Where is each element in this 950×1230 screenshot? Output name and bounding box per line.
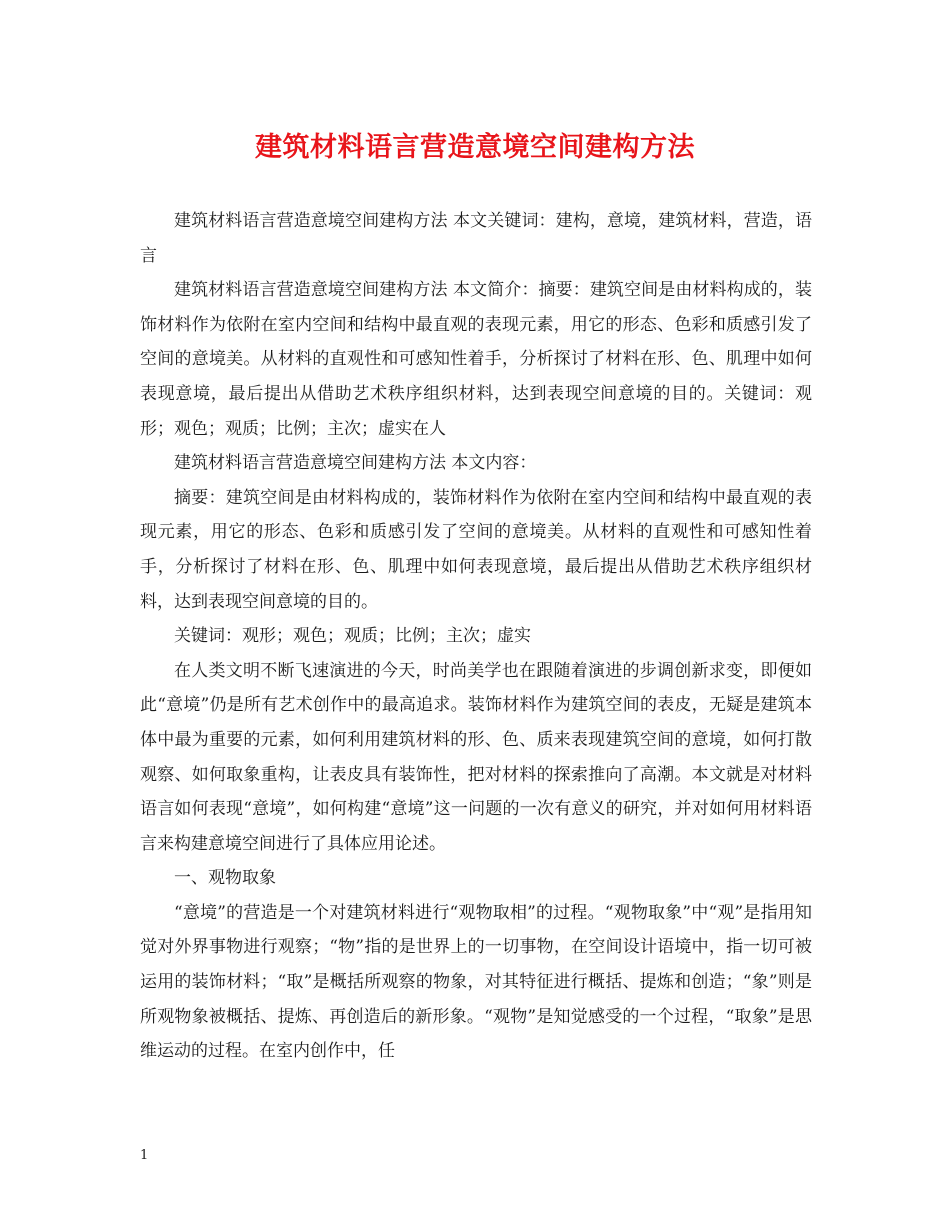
page-number: 1 [140, 1148, 149, 1163]
document-body [140, 204, 812, 1069]
paragraph-content-intro: 建筑材料语言营造意境空间建构方法 本文内容： [174, 453, 537, 474]
paragraph-summary-intro: 建筑材料语言营造意境空间建构方法 本文简介：摘要：建筑空间是由材料构成的，装饰材料作为依附在室内空间和结构中最直观的表现元素，用它的形态、色彩和质感引发了空间的意境美。从材料的直观性和可感知性着手，分析探讨了材料在形、色、肌理中如何表现意境，最后提出从借助艺术秩序组织材料，达到表现空间意境的目的。关键词：观形；观色；观质；比例；主次；虚实在人 [140, 280, 812, 439]
document-title: 建筑材料语言营造意境空间建构方法 [255, 132, 695, 163]
paragraph-keywords-intro: 建筑材料语言营造意境空间建构方法 本文关键词：建构，意境，建筑材料，营造，语言 [140, 211, 812, 266]
paragraph-keywords: 关键词：观形；观色；观质；比例；主次；虚实 [174, 626, 531, 647]
paragraph-introduction: 在人类文明不断飞速演进的今天，时尚美学也在跟随着演进的步调创新求变，即便如此“意境”仍是所有艺术创作中的最高追求。装饰材料作为建筑空间的表皮，无疑是建筑本体中最为重要的元素，如何利用建筑材料的形、色、质来表现建筑空间的意境，如何打散观察、如何取象重构，让表皮具有装饰性，把对材料的探索推向了高潮。本文就是对材料语言如何表现“意境”，如何构建“意境”这一问题的一次有意义的研究，并对如何用材料语言来构建意境空间进行了具体应用论述。 [140, 660, 812, 854]
section-heading: 一、观物取象 [174, 868, 276, 889]
paragraph-abstract: 摘要：建筑空间是由材料构成的，装饰材料作为依附在室内空间和结构中最直观的表现元素，用它的形态、色彩和质感引发了空间的意境美。从材料的直观性和可感知性着手，分析探讨了材料在形、色、肌理中如何表现意境，最后提出从借助艺术秩序组织材料，达到表现空间意境的目的。 [140, 487, 812, 612]
paragraph-section-body: “意境”的营造是一个对建筑材料进行“观物取相”的过程。“观物取象”中“观”是指用知觉对外界事物进行观察；“物”指的是世界上的一切事物，在空间设计语境中，指一切可被运用的装饰材料；“取”是概括所观察的物象，对其特征进行概括、提炼和创造；“象”则是所观物象被概括、提炼、再创造后的新形象。“观物”是知觉感受的一个过程，“取象”是思维运动的过程。在室内创作中，任 [140, 902, 812, 1062]
